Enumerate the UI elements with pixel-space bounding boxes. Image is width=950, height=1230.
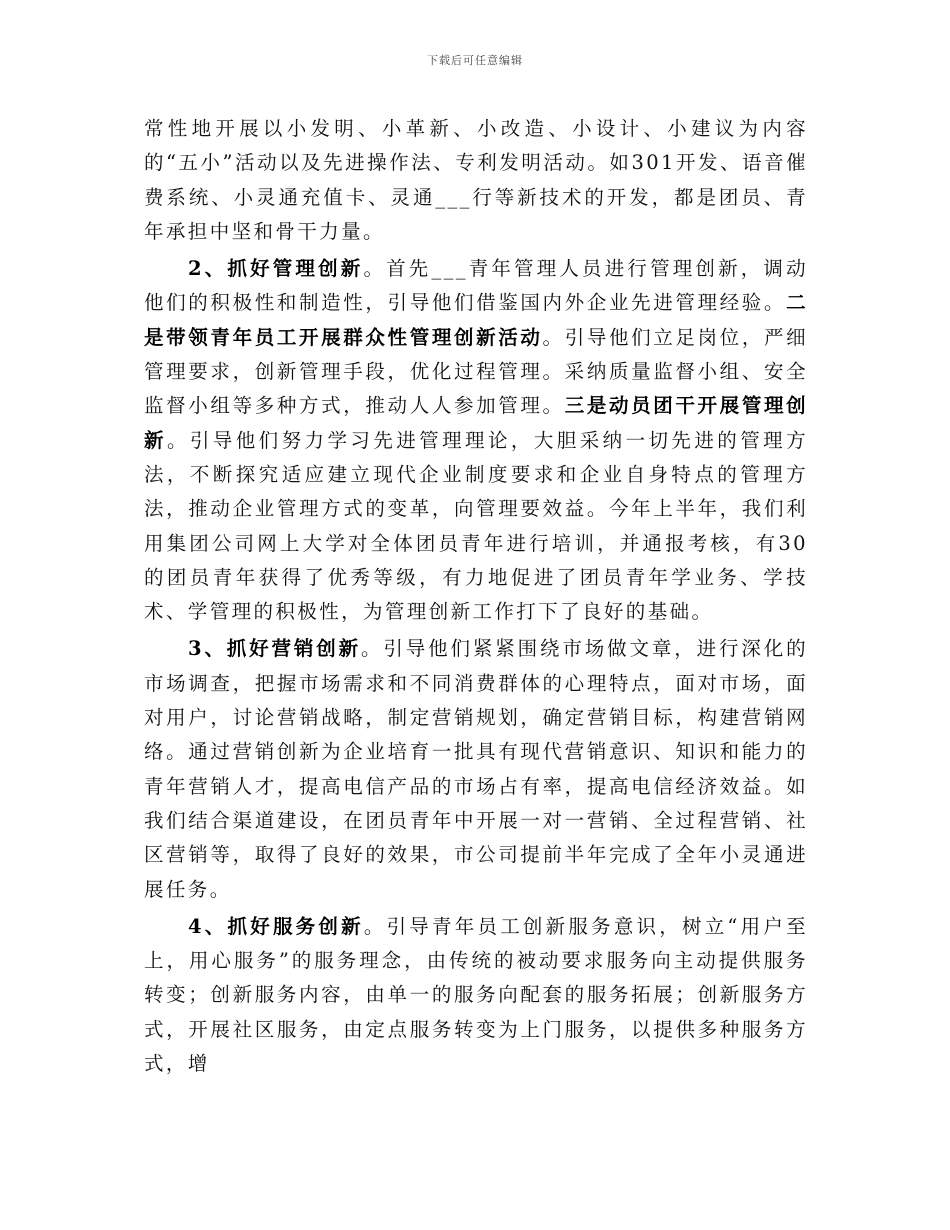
paragraph-text: 。引导他们紧紧围绕市场做文章，进行深化的市场调查，把握市场需求和不同消费群体的心理特点，面对市场，面对用户，讨论营销战略，制定营销规划，确定营销目标，构建营销网络。通过营销创新为企业培育一批具有现代营销意识、知识和能力的青年营销人才，提高电信产品的市场占有率，提高电信经济效益。如我们结合渠道建设，在团员青年中开展一对一营销、全过程营销、社区营销等，取得了良好的效果，市公司提前半年完成了全年小灵通进展任务。 bbox=[144, 637, 808, 901]
paragraph-text: 。引导他们努力学习先进管理理论，大胆采纳一切先进的管理方法，不断探究适应建立现代企业制度要求和企业自身特点的管理方法，推动企业管理方式的变革，向管理要效益。今年上半年，我们利用集团公司网上大学对全体团员青年进行培训，并通报考核，有30的团员青年获得了优秀等级，有力地促进了团员青年学业务、学技术、学管理的积极性，为管理创新工作打下了良好的基础。 bbox=[144, 428, 808, 624]
paragraph-service-innovation bbox=[144, 910, 808, 1081]
section-heading-management: 2、抓好管理创新 bbox=[188, 257, 364, 281]
paragraph-management-innovation bbox=[144, 252, 808, 629]
page-header: 下载后可任意编辑 bbox=[427, 54, 523, 67]
paragraph-text: 。首先___青年管理人员进行管理创新，调动他们的积极性和制造性，引导他们借鉴国内外企业先进管理经验。 bbox=[144, 257, 808, 315]
document-body bbox=[144, 112, 808, 1081]
bold-phrase-second: 二是带领青年员工开展群众性管理创新活动 bbox=[144, 291, 808, 349]
paragraph-text: 。引导他们立足岗位，严细管理要求，创新管理手段，优化过程管理。采纳质量监督小组、安全监督小组等多种方式，推动人人参加管理。 bbox=[144, 325, 808, 418]
section-heading-marketing: 3、抓好营销创新 bbox=[188, 637, 362, 661]
bold-phrase-third: 三是动员团干开展管理创新 bbox=[144, 394, 808, 452]
paragraph-continuation bbox=[144, 112, 808, 249]
section-heading-service: 4、抓好服务创新 bbox=[188, 914, 364, 938]
paragraph-text: 常性地开展以小发明、小革新、小改造、小设计、小建议为内容的“五小”活动以及先进操作法、专利发明活动。如301开发、语音催费系统、小灵通充值卡、灵通___行等新技术的开发，都是团员、青年承担中坚和骨干力量。 bbox=[144, 117, 808, 243]
paragraph-marketing-innovation bbox=[144, 632, 808, 906]
paragraph-text: 。引导青年员工创新服务意识，树立“用户至上，用心服务”的服务理念，由传统的被动要求服务向主动提供服务转变；创新服务内容，由单一的服务向配套的服务拓展；创新服务方式，开展社区服务，由定点服务转变为上门服务，以提供多种服务方式，增 bbox=[144, 914, 808, 1076]
